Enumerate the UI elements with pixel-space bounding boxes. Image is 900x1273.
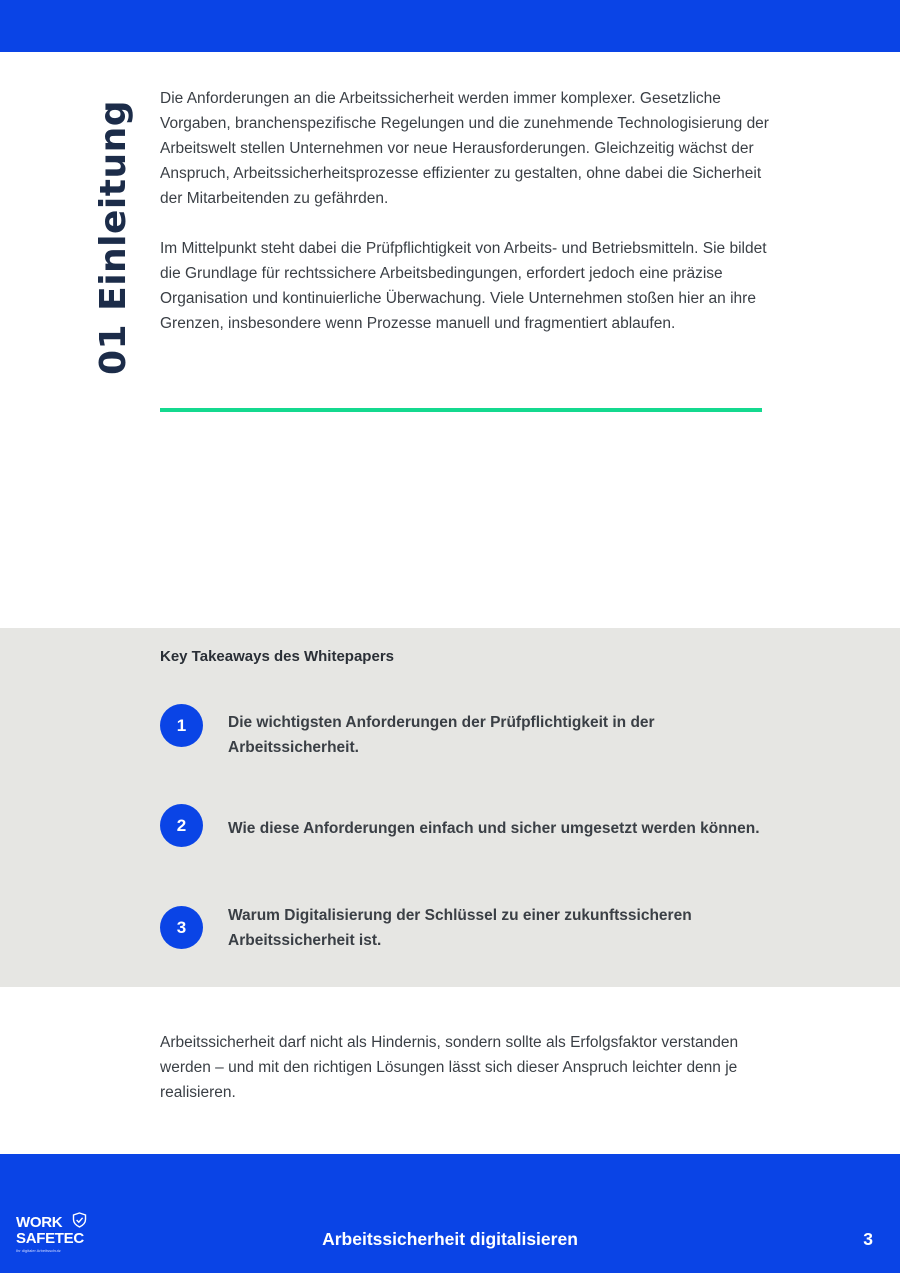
closing-paragraph: Arbeitssicherheit darf nicht als Hindernis, sondern sollte als Erfolgsfaktor verstanden werden – und mit den richtigen Lösungen lässt sich dieser Anspruch leichter denn je realisieren. [160,1034,739,1101]
takeaway-number-badge: 1 [160,704,203,747]
logo-line-1: WORK [16,1214,63,1231]
section-heading-text: 01 Einleitung [93,99,135,376]
logo-line-2: SAFETEC [16,1230,84,1247]
intro-paragraph: Die Anforderungen an die Arbeitssicherheit werden immer komplexer. Gesetzliche Vorgaben, branchenspezifische Regelungen und die zunehmende Technologisierung der Arbeitswelt stellen Unternehmen vor neue Herausforderungen. Gleichzeitig wächst der Anspruch, Arbeitssicherheitsprozesse effizienter zu gestalten, ohne dabei die Sicherheit der Mitarbeitenden zu gefährden. [160,90,769,207]
takeaway-number-badge: 3 [160,906,203,949]
accent-divider [160,408,762,412]
closing-text [160,1030,770,1105]
takeaways-title: Key Takeaways des Whitepapers [160,648,394,665]
section-heading [92,95,136,380]
intro-paragraph: Im Mittelpunkt steht dabei die Prüfpflichtigkeit von Arbeits- und Betriebsmitteln. Sie bildet die Grundlage für rechtssichere Arbeitsbedingungen, erfordert jedoch eine präzise Organisation und kontinuierliche Überwachung. Viele Unternehmen stoßen hier an ihre Grenzen, insbesondere wenn Prozesse manuell und fragmentiert ablaufen. [160,240,767,332]
logo-tagline: Ihr digitaler Arbeitsschutz [16,1248,61,1253]
top-color-bar [0,0,900,52]
takeaway-text: Warum Digitalisierung der Schlüssel zu einer zukunftssicheren Arbeitssicherheit ist. [228,907,692,949]
page-number: 3 [863,1229,873,1249]
footer-title: Arbeitssicherheit digitalisieren [322,1229,578,1249]
takeaway-text: Wie diese Anforderungen einfach und sicher umgesetzt werden können. [228,820,760,837]
takeaway-number-badge: 2 [160,804,203,847]
key-takeaways-panel [0,628,900,987]
shield-check-icon [72,1212,87,1228]
intro-text [160,86,770,361]
takeaway-text: Die wichtigsten Anforderungen der Prüfpflichtigkeit in der Arbeitssicherheit. [228,714,655,756]
footer-bar [0,1154,900,1273]
